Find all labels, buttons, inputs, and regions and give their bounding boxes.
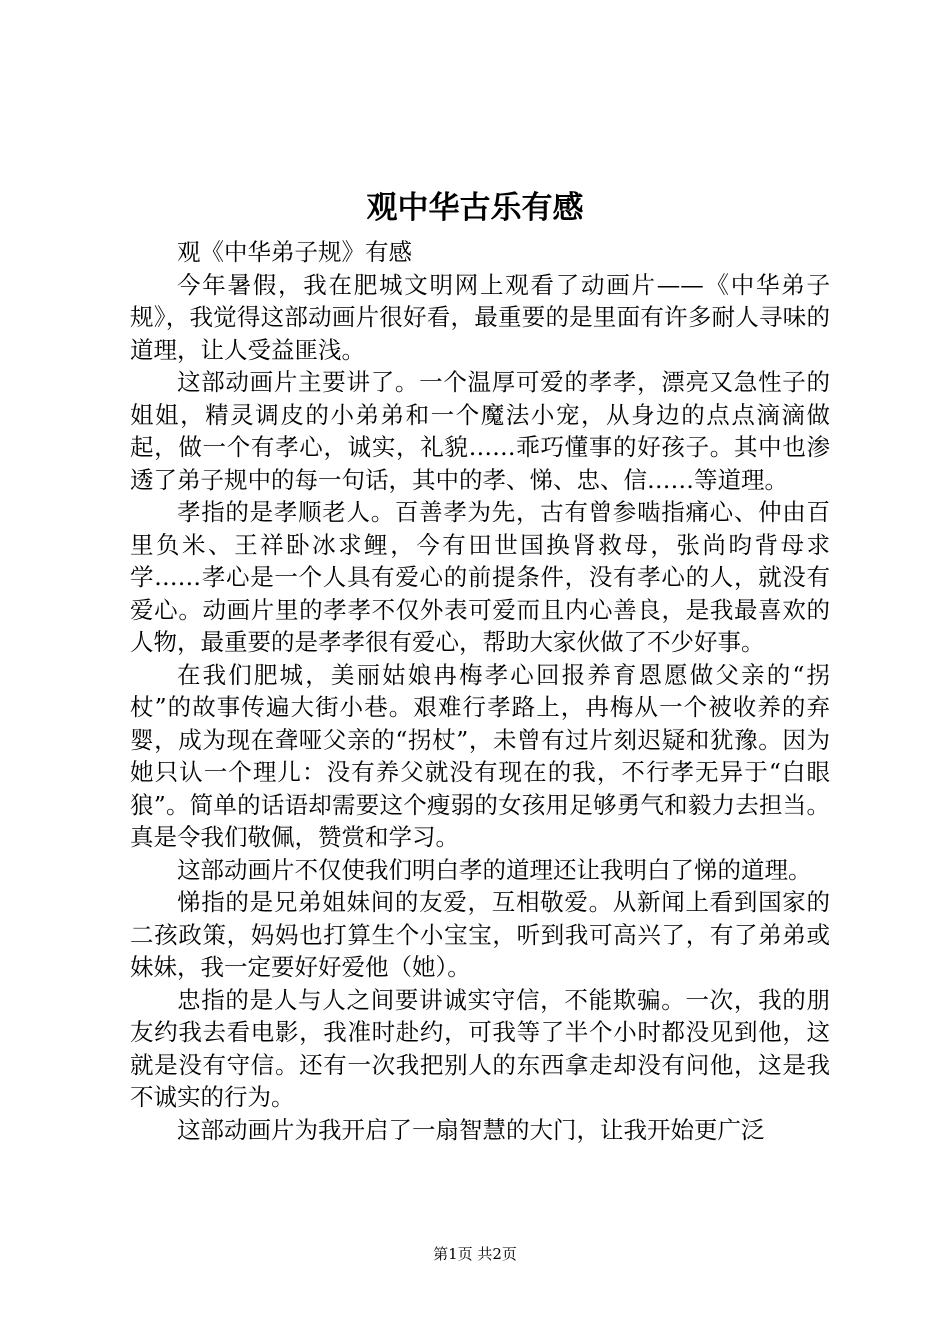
document-title: 观中华古乐有感	[366, 190, 584, 226]
paragraph: 悌指的是兄弟姐妹间的友爱，互相敬爱。从新闻上看到国家的二孩政策，妈妈也打算生个小宝宝，听到我可高兴了，有了弟弟或妹妹，我一定要好好爱他（她）。	[130, 888, 830, 981]
paragraph: 这部动画片主要讲了。一个温厚可爱的孝孝，漂亮又急性子的姐姐，精灵调皮的小弟弟和一个魔法小宠，从身边的点点滴滴做起，做一个有孝心，诚实，礼貌……乖巧懂事的好孩子。其中也渗透了弟子规中的每一句话，其中的孝、悌、忠、信……等道理。	[130, 368, 830, 494]
paragraph-subtitle: 观《中华弟子规》有感	[177, 238, 412, 266]
paragraph: 今年暑假，我在肥城文明网上观看了动画片——《中华弟子规》，我觉得这部动画片很好看，最重要的是里面有许多耐人寻味的道理，让人受益匪浅。	[130, 270, 830, 364]
page-footer: 第1页 共2页	[433, 1245, 517, 1263]
paragraph: 忠指的是人与人之间要讲诚实守信，不能欺骗。一次，我的朋友约我去看电影，我准时赴约，可我等了半个小时都没见到他，这就是没有守信。还有一次我把别人的东西拿走却没有问他，这是我不诚实的行为。	[130, 985, 830, 1111]
paragraph: 这部动画片不仅使我们明白孝的道理还让我明白了悌的道理。	[177, 855, 812, 884]
paragraph: 孝指的是孝顺老人。百善孝为先，古有曾参啮指痛心、仲由百里负米、王祥卧冰求鲤，今有田世国换肾救母，张尚昀背母求学……孝心是一个人具有爱心的前提条件，没有孝心的人，就没有爱心。动画片里的孝孝不仅外表可爱而且内心善良，是我最喜欢的人物，最重要的是孝孝很有爱心，帮助大家伙做了不少好事。	[130, 498, 830, 656]
document-body	[130, 236, 830, 1146]
paragraph: 这部动画片为我开启了一扇智慧的大门，让我开始更广泛	[177, 1115, 765, 1144]
paragraph: 在我们肥城，美丽姑娘冉梅孝心回报养育恩愿做父亲的“拐杖”的故事传遍大街小巷。艰难行孝路上，冉梅从一个被收养的弃婴，成为现在聋哑父亲的“拐杖”，未曾有过片刻迟疑和犹豫。因为她只认一个理儿：没有养父就没有现在的我，不行孝无异于“白眼狼”。简单的话语却需要这个瘦弱的女孩用足够勇气和毅力去担当。真是令我们敬佩，赞赏和学习。	[130, 660, 830, 851]
